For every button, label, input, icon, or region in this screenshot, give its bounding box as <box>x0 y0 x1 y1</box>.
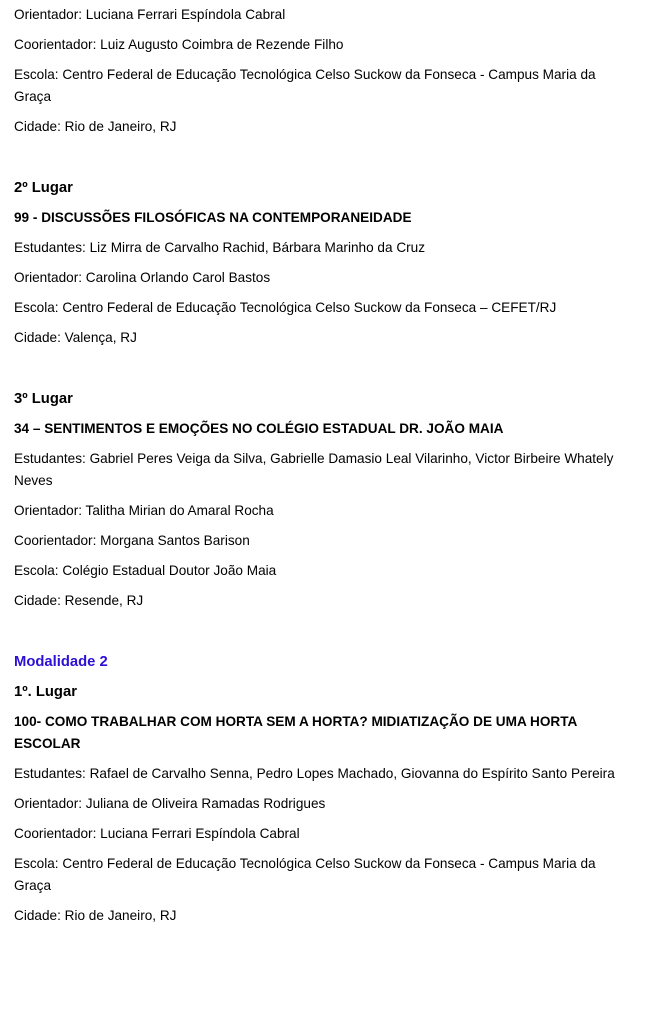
cidade-line: Cidade: Valença, RJ <box>14 330 137 345</box>
section-spacer <box>14 146 634 177</box>
award-block-top <box>14 4 634 138</box>
coorientador-line: Coorientador: Luiz Augusto Coimbra de Rezende Filho <box>14 37 344 52</box>
award-block-third-place <box>14 388 634 612</box>
document-page <box>14 4 634 935</box>
place-heading: 1º. Lugar <box>14 684 77 700</box>
orientador-line: Orientador: Juliana de Oliveira Ramadas Rodrigues <box>14 796 326 811</box>
project-title: 34 – SENTIMENTOS E EMOÇÕES NO COLÉGIO ESTADUAL DR. JOÃO MAIA <box>14 421 504 436</box>
project-title: 100- COMO TRABALHAR COM HORTA SEM A HORTA? MIDIATIZAÇÃO DE UMA HORTA ESCOLAR <box>14 714 577 751</box>
coorientador-line: Coorientador: Morgana Santos Barison <box>14 533 250 548</box>
coorientador-line: Coorientador: Luciana Ferrari Espíndola Cabral <box>14 826 300 841</box>
escola-line: Escola: Colégio Estadual Doutor João Maia <box>14 563 277 578</box>
award-block-second-place <box>14 177 634 349</box>
estudantes-line: Estudantes: Liz Mirra de Carvalho Rachid, Bárbara Marinho da Cruz <box>14 240 426 255</box>
escola-line: Escola: Centro Federal de Educação Tecnológica Celso Suckow da Fonseca – CEFET/RJ <box>14 300 557 315</box>
orientador-line: Orientador: Talitha Mirian do Amaral Rocha <box>14 503 274 518</box>
escola-line: Escola: Centro Federal de Educação Tecnológica Celso Suckow da Fonseca - Campus Maria da Graça <box>14 67 596 104</box>
section-spacer <box>14 357 634 388</box>
estudantes-line: Estudantes: Gabriel Peres Veiga da Silva, Gabrielle Damasio Leal Vilarinho, Victor Birbeire Whately Neves <box>14 451 614 488</box>
section-spacer <box>14 620 634 651</box>
modalidade-heading: Modalidade 2 <box>14 654 108 670</box>
cidade-line: Cidade: Rio de Janeiro, RJ <box>14 119 177 134</box>
cidade-line: Cidade: Resende, RJ <box>14 593 144 608</box>
place-heading: 2º Lugar <box>14 180 73 196</box>
project-title: 99 - DISCUSSÕES FILOSÓFICAS NA CONTEMPORANEIDADE <box>14 210 412 225</box>
escola-line: Escola: Centro Federal de Educação Tecnológica Celso Suckow da Fonseca - Campus Maria da Graça <box>14 856 596 893</box>
orientador-line: Orientador: Carolina Orlando Carol Bastos <box>14 270 271 285</box>
place-heading: 3º Lugar <box>14 391 73 407</box>
orientador-line: Orientador: Luciana Ferrari Espíndola Cabral <box>14 7 286 22</box>
modalidade-2-section <box>14 651 634 927</box>
cidade-line: Cidade: Rio de Janeiro, RJ <box>14 908 177 923</box>
estudantes-line: Estudantes: Rafael de Carvalho Senna, Pedro Lopes Machado, Giovanna do Espírito Santo Pereira <box>14 766 615 781</box>
